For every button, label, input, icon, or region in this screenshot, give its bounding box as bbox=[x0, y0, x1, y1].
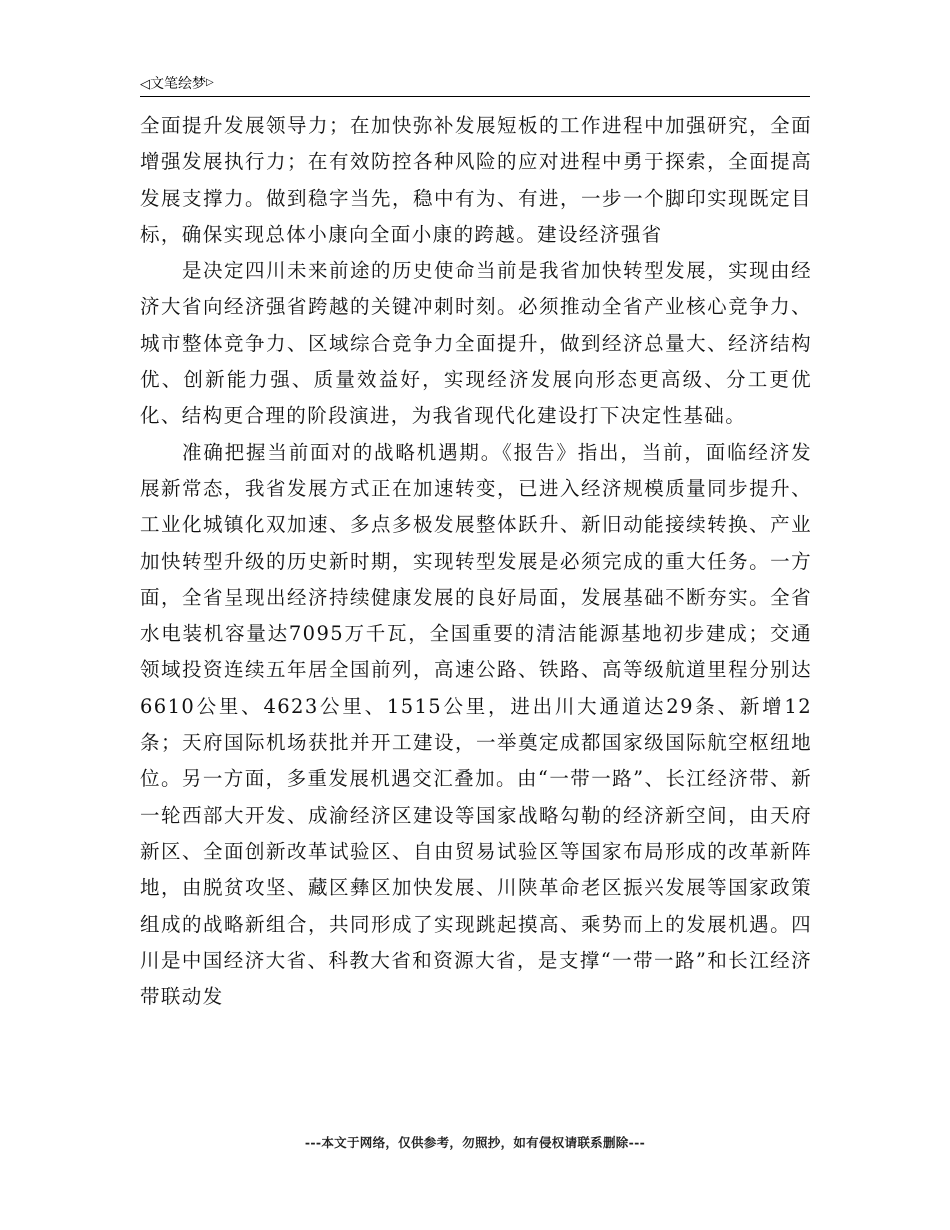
header-logo-text: 文笔绘梦 bbox=[150, 76, 206, 92]
paragraph-1: 全面提升发展领导力；在加快弥补发展短板的工作进程中加强研究，全面增强发展执行力；在有效防控各种风险的应对进程中勇于探索，全面提高发展支撑力。做到稳字当先，稳中有为、有进，一步一个脚印实现既定目标，确保实现总体小康向全面小康的跨越。建设经济强省 bbox=[140, 114, 812, 246]
page-footer-disclaimer: ---本文于网络，仅供参考，勿照抄，如有侵权请联系删除--- bbox=[304, 1135, 646, 1150]
header-logo bbox=[140, 74, 214, 94]
right-triangle-icon: ▷ bbox=[206, 77, 214, 88]
page-header bbox=[140, 72, 810, 97]
paragraph-3: 准确把握当前面对的战略机遇期。《报告》指出，当前，面临经济发展新常态，我省发展方式正在加速转变，已进入经济规模质量同步提升、工业化城镇化双加速、多点多极发展整体跃升、新旧动能接续转换、产业加快转型升级的历史新时期，实现转型发展是必须完成的重大任务。一方面，全省呈现出经济持续健康发展的良好局面，发展基础不断夯实。全省水电装机容量达7095万千瓦，全国重要的清洁能源基地初步建成；交通领域投资连续五年居全国前列，高速公路、铁路、高等级航道里程分别达6610公里、4623公里、1515公里，进出川大通道达29条、新增12条；天府国际机场获批并开工建设，一举奠定成都国家级国际航空枢纽地位。另一方面，多重发展机遇交汇叠加。由“一带一路”、长江经济带、新一轮西部大开发、成渝经济区建设等国家战略勾勒的经济新空间，由天府新区、全面创新改革试验区、自由贸易试验区等国家布局形成的改革新阵地，由脱贫攻坚、藏区彝区加快发展、川陕革命老区振兴发展等国家政策组成的战略新组合，共同形成了实现跳起摸高、乘势而上的发展机遇。四川是中国经济大省、科教大省和资源大省，是支撑“一带一路”和长江经济带联动发 bbox=[140, 440, 812, 1009]
document-body bbox=[140, 108, 812, 1015]
left-triangle-icon: ◁ bbox=[140, 77, 150, 92]
paragraph-2: 是决定四川未来前途的历史使命当前是我省加快转型发展，实现由经济大省向经济强省跨越的关键冲刺时刻。必须推动全省产业核心竞争力、城市整体竞争力、区域综合竞争力全面提升，做到经济总量大、经济结构优、创新能力强、质量效益好，实现经济发展向形态更高级、分工更优化、结构更合理的阶段演进，为我省现代化建设打下决定性基础。 bbox=[140, 259, 812, 428]
